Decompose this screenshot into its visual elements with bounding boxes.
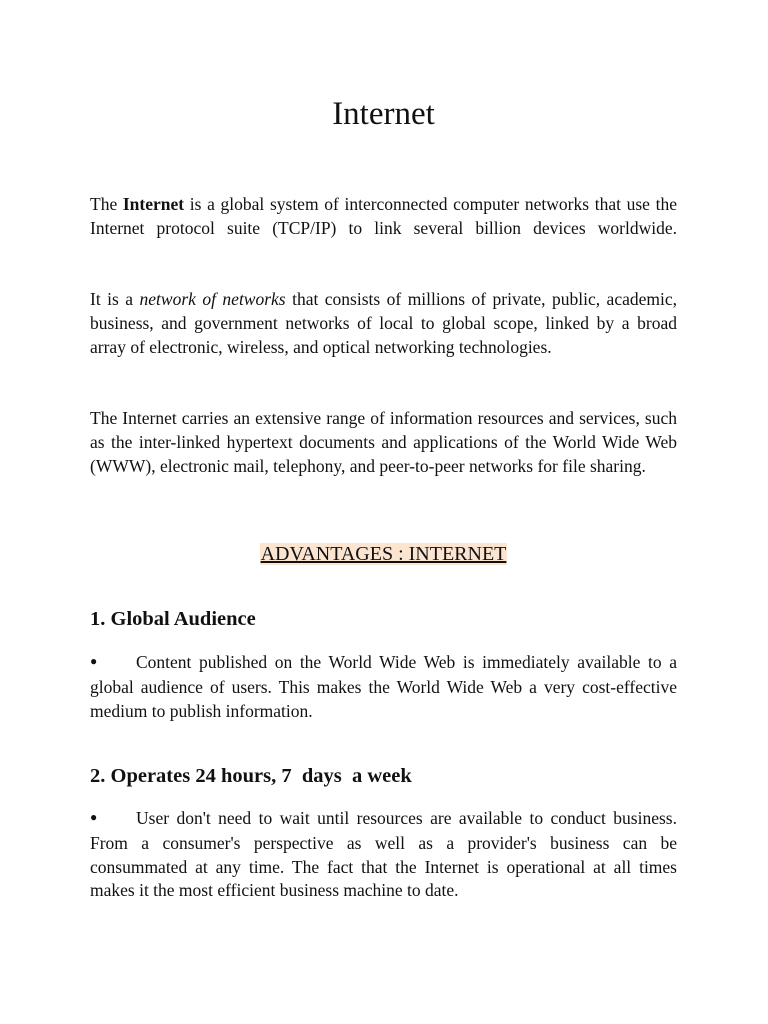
intro-paragraph-2-start: It is a bbox=[90, 289, 140, 309]
internet-term-bold: Internet bbox=[122, 194, 185, 214]
advantage-text-operates-24-7: User don't need to wait until resources are available to conduct business. From a consumer's perspective as well as a provider's business can be consummated at any time. The fact that the Internet is operational at all times makes it the most efficient business machine to date. bbox=[90, 808, 677, 901]
advantages-section-heading bbox=[90, 540, 677, 568]
page-title: Internet bbox=[332, 96, 435, 132]
intro-paragraph-2 bbox=[90, 288, 677, 359]
advantage-heading-global-audience: 1. Global Audience bbox=[90, 608, 256, 630]
intro-paragraph-2-rest: that consists of millions of private, public, academic, business, and government networks of local to global scope, linked by a broad array of electronic, wireless, and optical networking technologies. bbox=[90, 289, 677, 357]
advantages-heading-text: ADVANTAGES : INTERNET bbox=[260, 543, 507, 565]
intro-paragraph-1-start: The bbox=[90, 194, 123, 214]
intro-paragraph-3: The Internet carries an extensive range of information resources and services, such as the inter-linked hypertext documents and applications of the World Wide Web (WWW), electronic mail, telephony, and peer-to-peer networks for file sharing. bbox=[90, 408, 677, 476]
advantage-heading-operates-24-7: 2. Operates 24 hours, 7 days a week bbox=[90, 765, 412, 787]
advantage-bullet-operates-24-7 bbox=[90, 807, 677, 903]
bullet-icon: ● bbox=[90, 810, 98, 825]
advantage-bullet-global-audience bbox=[90, 651, 677, 723]
intro-paragraph-1 bbox=[90, 193, 677, 241]
bullet-icon: ● bbox=[90, 654, 98, 669]
advantage-text-global-audience: Content published on the World Wide Web is immediately available to a global audience of users. This makes the World Wide Web a very cost-effective medium to publish information. bbox=[90, 652, 677, 721]
network-of-networks-italic: network of networks bbox=[139, 289, 286, 309]
intro-paragraph-1-rest: is a global system of interconnected computer networks that use the Internet protocol suite (TCP/IP) to link several billion devices worldwide. bbox=[90, 194, 677, 238]
